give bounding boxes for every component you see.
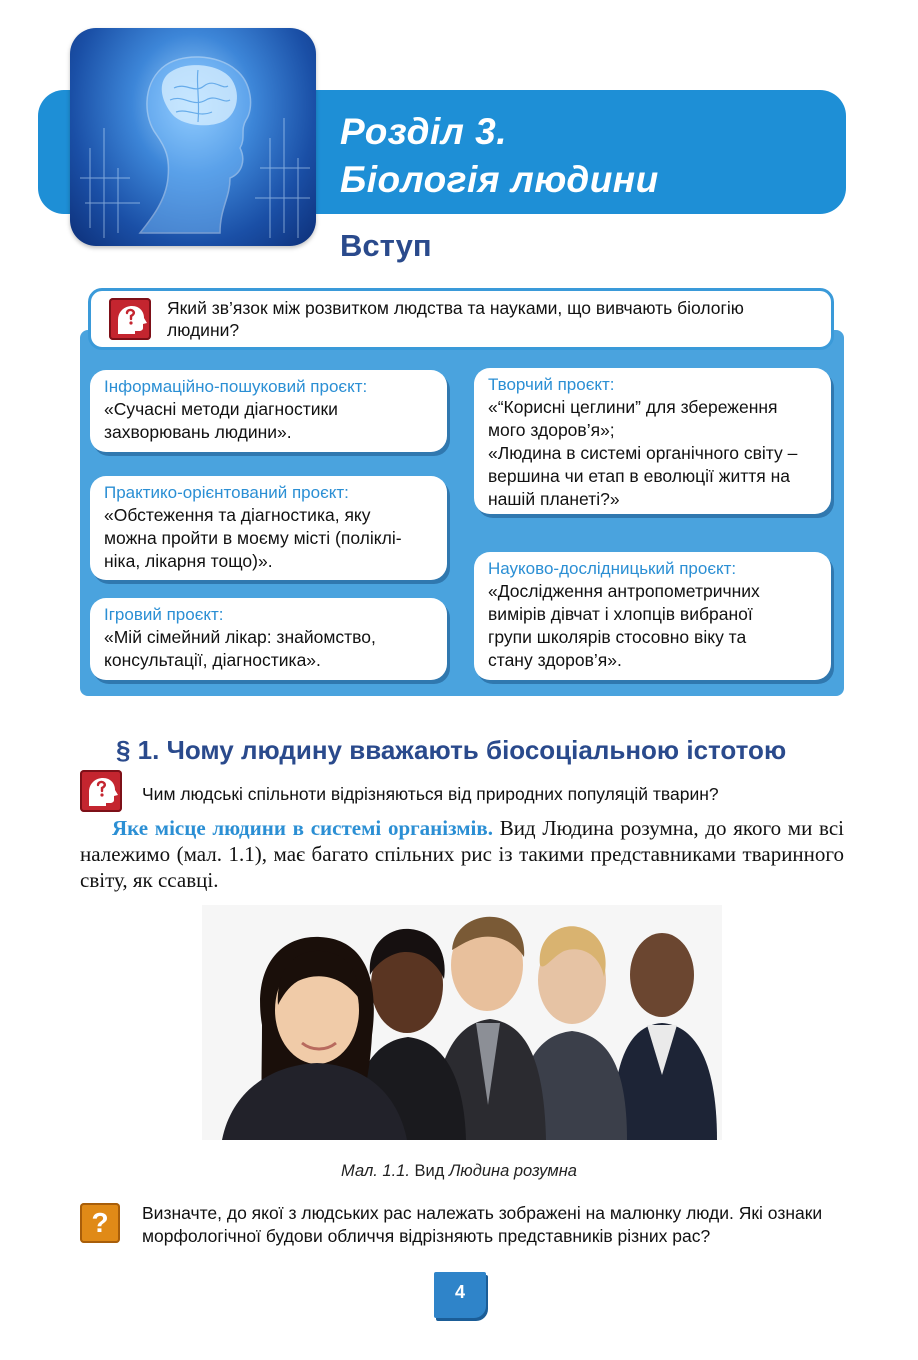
question-mark-icon: ? <box>80 1203 120 1243</box>
thinking-head-icon <box>109 298 151 340</box>
project-card-title: Творчий проєкт: <box>488 375 615 394</box>
body-paragraph <box>80 815 844 893</box>
intro-question-box <box>88 288 834 350</box>
people-photo <box>202 905 722 1140</box>
project-card-body: «Сучасні методи діагностики захворювань людини». <box>104 399 338 442</box>
figure-caption <box>0 1162 918 1181</box>
project-card-body: «Обстеження та діагностика, яку можна пройти в моєму місті (поліклі- ніка, лікарня тощо)». <box>104 505 402 571</box>
intro-heading: Вступ <box>340 228 432 263</box>
section-question: Чим людські спільноти відрізняються від природних популяцій тварин? <box>142 784 719 804</box>
intro-question-text: Який зв’язок між розвитком людства та науками, що вивчають біологію людини? <box>167 298 744 340</box>
project-card-body: «“Корисні цеглини” для збереження мого здоров’я»; «Людина в системі органічного світу – вершина чи етап в еволюції життя на нашій планеті?» <box>488 397 798 509</box>
task-question: Визначте, до якої з людських рас належать зображені на малюнку люди. Які ознаки морфологічної будови обличчя відрізняють представників різних рас? <box>142 1203 823 1246</box>
chapter-number: Розділ 3. <box>340 111 507 152</box>
chapter-name: Біологія людини <box>340 159 659 200</box>
page-number: 4 <box>434 1272 486 1318</box>
section-title: § 1. Чому людину вважають біосоціальною істотою <box>116 735 787 765</box>
caption-prefix: Мал. 1.1. <box>341 1162 410 1180</box>
project-card-creative <box>474 368 831 514</box>
project-card-title: Ігровий проєкт: <box>104 605 224 624</box>
paragraph-lead: Яке місце людини в системі організмів. <box>112 816 493 840</box>
project-card-title: Практико-орієнтований проєкт: <box>104 483 349 502</box>
project-card-title: Інформаційно-пошуковий проєкт: <box>104 377 368 396</box>
paragraph-text: Вид Людина розумна, до якого ми всі належимо (мал. 1.1), має багато спільних рис із такими представниками тваринного світу, як ссавці. <box>80 816 844 892</box>
chapter-title <box>340 108 820 204</box>
project-card-body: «Мій сімейний лікар: знайомство, консультації, діагностика». <box>104 627 376 670</box>
thinking-head-icon <box>80 770 122 812</box>
caption-middle: Вид <box>409 1162 449 1180</box>
project-card-research <box>474 552 831 680</box>
project-card-practical <box>90 476 447 580</box>
caption-species-name: Людина розумна <box>448 1162 577 1180</box>
project-card-info-search <box>90 370 447 452</box>
brain-head-icon <box>70 28 316 246</box>
project-card-game <box>90 598 447 680</box>
project-card-body: «Дослідження антропометричних вимірів дівчат і хлопців вибраної групи школярів стосовно віку та стану здоров’я». <box>488 581 760 670</box>
project-card-title: Науково-дослідницький проєкт: <box>488 559 737 578</box>
